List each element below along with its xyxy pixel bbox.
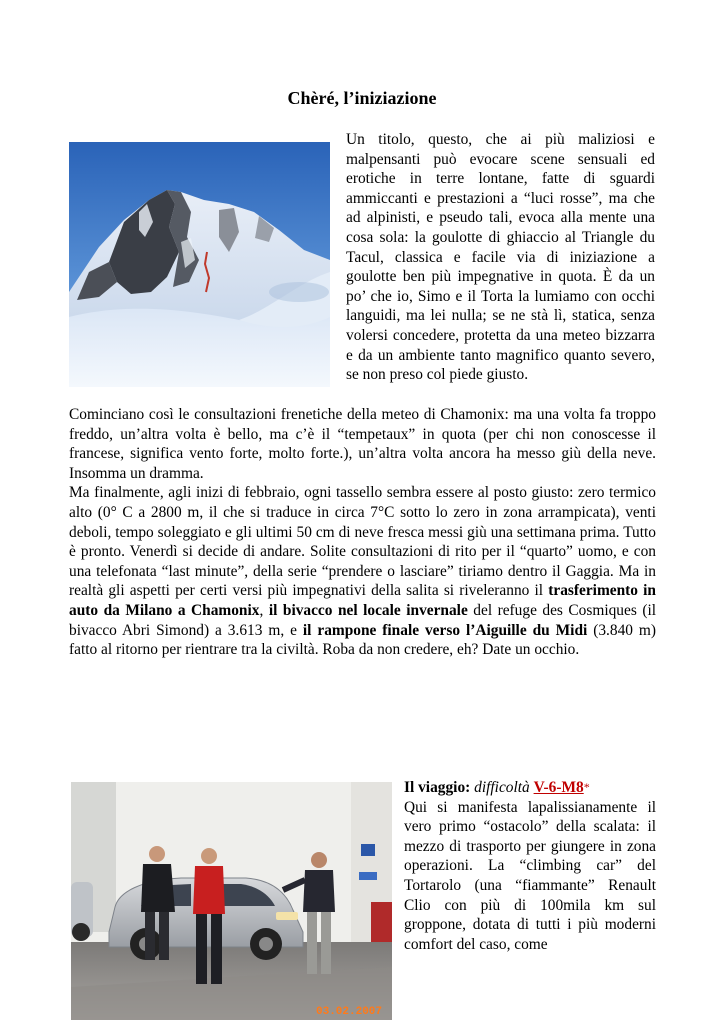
difficulty-grade: V-6-M8 [533,779,584,796]
mountain-photo [69,142,330,387]
article-title: Chèré, l’iniziazione [287,88,437,108]
text-run: del refuge des Cosmiques (il bivacco Abri Simond) a 3.613 m, e [69,601,656,639]
section-travel-text: Qui si manifesta lapalissianamente il vero primo “ostacolo” della scalata: il mezzo di trasporto per giungere in zona operazioni. La “climbing car” del Tortarolo (una “fiammante” Renault Clio con più di 100mila km sul groppone, dotata di tutti i più moderni comfort del caso, come [404,798,656,953]
intro-paragraph: Un titolo, questo, che ai più maliziosi e malpensanti può evocare scene sensuali ed erotiche in terre lontane, fatte di sguardi ammiccanti e prestazioni a “luci rosse”, ma che ad alpinisti, e pseudo tali, evoca alla mente una cosa sola: la goulotte di ghiaccio al Triangle du Tacul, classica e facile via di iniziazione a goulotte ben più impegnative in quota. È da un po’ che io, Simo e il Torta la lumiamo con occhi languidi, ma lei nulla; se ne stà lì, statica, senza volersi concedere, protetta da una meteo bizzarra e da un ambiente tanto magnifico quanto severo, se non preso col piede giusto. [346,131,655,384]
section-travel [404,778,656,954]
grade-star: * [583,780,590,794]
bold-final-climb: il rampone finale verso l’Aiguille du Midi [302,621,588,639]
paragraph-weather: Cominciano così le consultazioni frenetiche della meteo di Chamonix: ma una volta fa troppo freddo, un’altra volta è bello, ma c’è il “tempetaux” in quota (per chi non conoscesse il francese, significa vento forte, molto forte.), un’altra volta ancora ha messo giù della neve. Insomma un dramma. [69,406,656,482]
car-photo [71,782,392,1020]
photo-date-stamp: 03.02.2007 [316,1006,383,1018]
bold-bivouac: il bivacco nel locale invernale [268,601,468,619]
body-text [69,405,656,660]
text-run: (3.840 m) fatto al ritorno per rientrare tra la civiltà. Roba da non credere, eh? Date un occhio. [69,621,656,659]
section-heading-label: Il viaggio: [404,779,471,796]
bold-transfer: trasferimento in auto da Milano a Chamonix [69,582,656,619]
difficulty-label: difficoltà [474,779,530,796]
paragraph-departure [69,483,656,659]
text-run: , [259,601,269,619]
text-run: Ma finalmente, agli inizi di febbraio, ogni tassello sembra essere al posto giusto: zero termico alto (0° C a 2800 m, il che si traduce in circa 7°C sotto lo zero in zona arrampicata), venti deboli, tempo soleggiato e gli ultimi 50 cm di neve fresca messi giù una settimana prima. Tutto è pronto. Venerdì si decide di andare. Solite consultazioni di rito per il “quarto” uomo, e con una telefonata “last minute”, della serie “prendere o lasciare” tiriamo dentro il Gaggia. Ma in realtà gli aspetti per certi versi più impegnativi della salita si riveleranno il [69,484,656,600]
section-heading [404,778,656,798]
